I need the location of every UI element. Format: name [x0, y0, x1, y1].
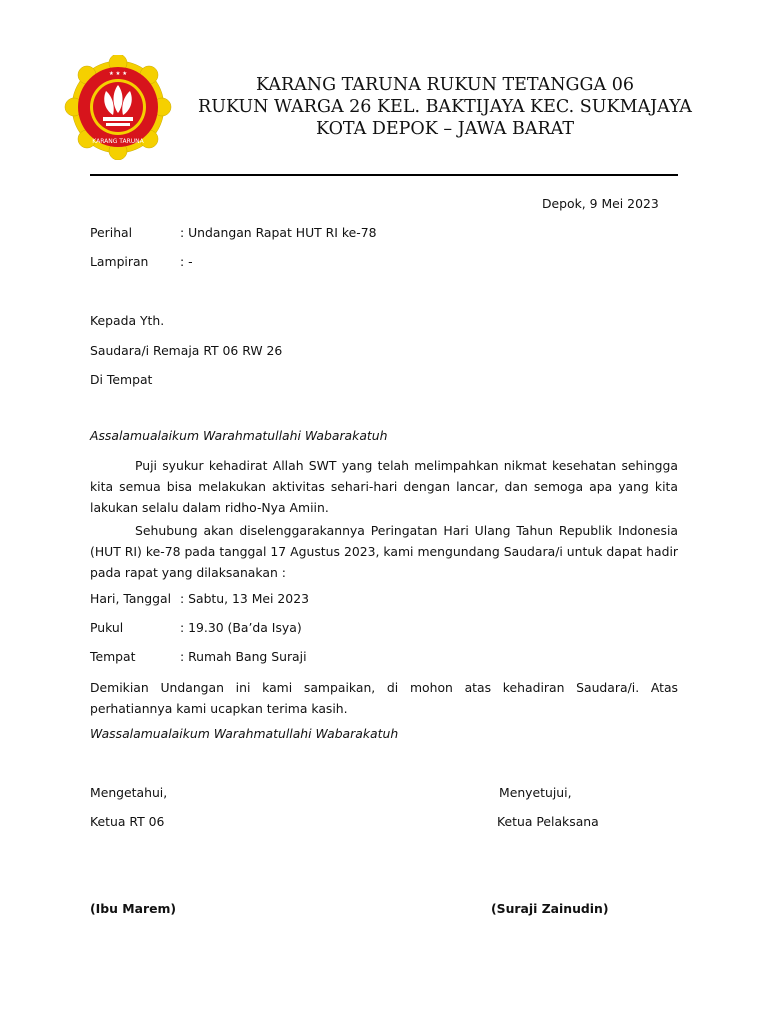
letter-date: Depok, 9 Mei 2023 [542, 196, 659, 211]
closing-paragraph: Demikian Undangan ini kami sampaikan, di mohon atas kehadiran Saudara/i. Atas perhatiannya kami ucapkan terima kasih. [90, 680, 678, 716]
signature-left-role: Ketua RT 06 [90, 814, 165, 829]
perihal-value: : Undangan Rapat HUT RI ke-78 [180, 225, 377, 240]
header-divider [90, 174, 678, 176]
pukul-value: : 19.30 (Ba’da Isya) [180, 620, 302, 635]
body-paragraph-1: Puji syukur kehadirat Allah SWT yang telah melimpahkan nikmat kesehatan sehingga kita semua bisa melakukan aktivitas sehari-hari dengan lancar, dan semoga apa yang kita lakukan selalu dalam ridho-Nya Amiin. [90, 458, 678, 515]
karang-taruna-logo [58, 55, 178, 160]
signature-left-name: (Ibu Marem) [90, 901, 177, 916]
body-paragraph-2: Sehubung akan diselenggarakannya Peringatan Hari Ulang Tahun Republik Indonesia (HUT RI) ke-78 pada tanggal 17 Agustus 2023, kami mengundang Saudara/i untuk dapat hadir pada rapat yang dilaksanakan : [90, 523, 678, 580]
opening-greeting: Assalamualaikum Warahmatullahi Wabarakatuh [90, 428, 388, 443]
signature-right-title: Menyetujui, [499, 785, 572, 800]
perihal-label: Perihal [90, 225, 133, 240]
recipient-line-2: Saudara/i Remaja RT 06 RW 26 [90, 343, 283, 358]
lampiran-label: Lampiran [90, 254, 149, 269]
hari-label: Hari, Tanggal [90, 591, 172, 606]
signature-right-role: Ketua Pelaksana [497, 814, 599, 829]
org-name-line-2: RUKUN WARGA 26 KEL. BAKTIJAYA KEC. SUKMAJAYA [198, 97, 692, 117]
svg-text:★ ★ ★: ★ ★ ★ [108, 71, 128, 77]
signature-left-title: Mengetahui, [90, 785, 168, 800]
org-name-line-3: KOTA DEPOK – JAWA BARAT [315, 119, 575, 139]
hari-value: : Sabtu, 13 Mei 2023 [180, 591, 309, 606]
lampiran-value: : - [180, 254, 193, 269]
closing-greeting: Wassalamualaikum Warahmatullahi Wabarakatuh [90, 726, 399, 741]
logo-arc-text: KARANG TARUNA [92, 138, 144, 145]
tempat-label: Tempat [90, 649, 136, 664]
signature-right-name: (Suraji Zainudin) [491, 901, 609, 916]
recipient-line-1: Kepada Yth. [90, 313, 165, 328]
tempat-value: : Rumah Bang Suraji [180, 649, 307, 664]
recipient-line-3: Di Tempat [90, 372, 153, 387]
org-name-line-1: KARANG TARUNA RUKUN TETANGGA 06 [255, 75, 634, 95]
pukul-label: Pukul [90, 620, 124, 635]
